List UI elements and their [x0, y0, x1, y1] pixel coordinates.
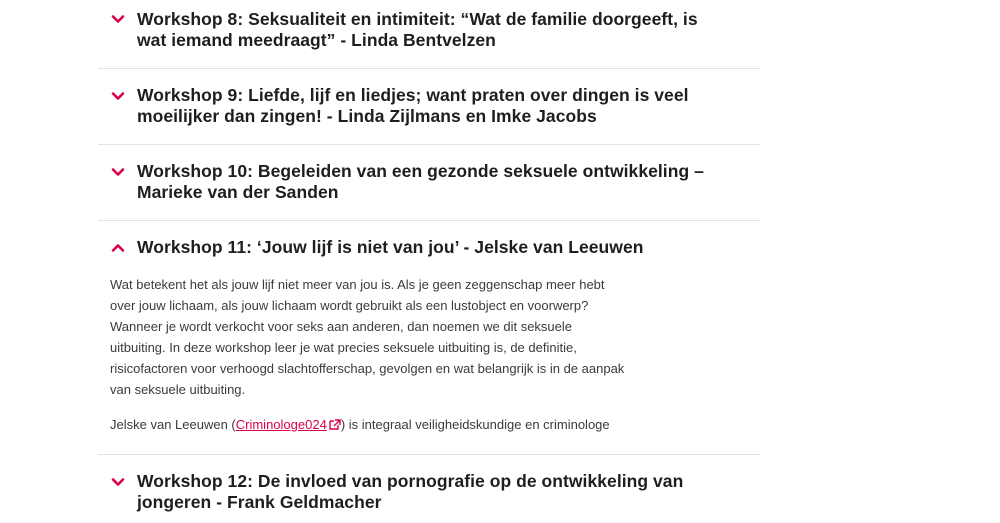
- workshop-10-title: Workshop 10: Begeleiden van een gezonde seksuele ontwikkeling – Marieke van der Sanden: [137, 161, 704, 202]
- speaker-link-label: Criminologe024: [235, 417, 327, 432]
- workshop-8-toggle[interactable]: [98, 0, 760, 68]
- workshop-11-title: Workshop 11: ‘Jouw lijf is niet van jou’ - Jelske van Leeuwen: [137, 237, 644, 257]
- workshop-9-toggle[interactable]: [98, 69, 760, 144]
- chevron-down-icon: [111, 165, 125, 179]
- workshop-12-title: Workshop 12: De invloed van pornografie op de ontwikkeling van jongeren - Frank Geldmacher: [137, 471, 684, 512]
- workshop-item-8: [98, 0, 760, 69]
- chevron-down-icon: [111, 12, 125, 26]
- workshop-accordion: [98, 0, 760, 523]
- workshop-11-description: Wat betekent het als jouw lijf niet meer van jou is. Als je geen zeggenschap meer hebt over jouw lichaam, als jouw lichaam wordt gebruikt als een lustobject en voorwerp? Wanneer je wordt verkocht voor seks aan anderen, dan noemen we dit seksuele uitbuiting. In deze workshop leer je wat precies seksuele uitbuiting is, de definitie, risicofactoren voor verhoogd slachtofferschap, gevolgen en wat belangrijk is in de aanpak van seksuele uitbuiting.: [110, 277, 625, 397]
- workshop-item-10: [98, 145, 760, 221]
- speaker-website-link[interactable]: [236, 417, 341, 432]
- workshop-9-title: Workshop 9: Liefde, lijf en liedjes; want praten over dingen is veel moeilijker dan zingen! - Linda Zijlmans en Imke Jacobs: [137, 85, 689, 126]
- workshop-11-panel: [98, 274, 630, 454]
- workshop-item-11: [98, 221, 760, 455]
- workshop-11-speaker: [110, 414, 630, 436]
- chevron-up-icon: [111, 241, 125, 255]
- chevron-down-icon: [111, 89, 125, 103]
- chevron-down-icon: [111, 475, 125, 489]
- workshop-10-toggle[interactable]: [98, 145, 760, 220]
- workshop-item-12: [98, 455, 760, 523]
- speaker-suffix: ) is integraal veiligheidskundige en criminologe: [340, 417, 610, 432]
- workshop-item-9: [98, 69, 760, 145]
- workshop-12-toggle[interactable]: [98, 455, 760, 523]
- workshop-8-title: Workshop 8: Seksualiteit en intimiteit: “Wat de familie doorgeeft, is wat iemand meedraagt” - Linda Bentvelzen: [137, 9, 698, 50]
- workshop-11-toggle[interactable]: [98, 221, 760, 274]
- external-link-icon: [329, 415, 341, 436]
- speaker-prefix: Jelske van Leeuwen (: [110, 417, 236, 432]
